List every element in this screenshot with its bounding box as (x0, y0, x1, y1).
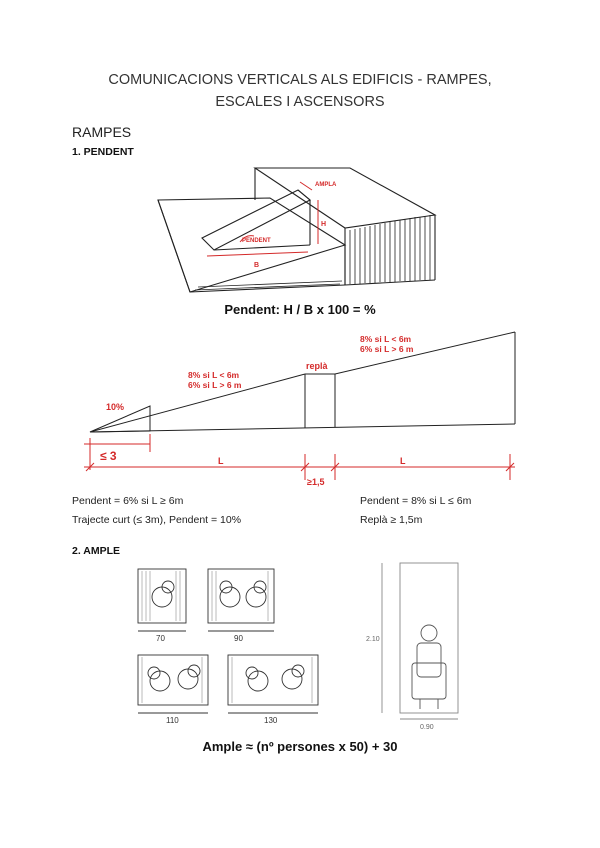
dim-landing: ≥1,5 (307, 477, 325, 487)
width-90: 90 (234, 634, 243, 643)
pendent-formula: Pendent: H / B x 100 = % (224, 302, 376, 317)
dim-short: ≤ 3 (100, 449, 117, 463)
short-slope-label: 10% (106, 402, 125, 412)
width-130: 130 (264, 716, 278, 725)
label-pendent: PENDENT (242, 238, 271, 244)
label-ample: AMPLA (315, 182, 337, 188)
top-slope-label-1: 8% si L < 6m (360, 334, 412, 344)
doc-title-line1: COMUNICACIONS VERTICALS ALS EDIFICIS - RAMPES, (108, 72, 492, 88)
label-b: B (254, 262, 260, 269)
note-right-1: Pendent = 8% si L ≤ 6m (360, 495, 472, 507)
width-090: 0.90 (420, 724, 434, 731)
subsection-ample: 2. AMPLE (72, 545, 121, 557)
ample-formula: Ample ≈ (nº persones x 50) + 30 (202, 739, 398, 754)
top-slope-label-2: 6% si L > 6 m (360, 344, 414, 354)
height-210: 2.10 (366, 636, 380, 643)
label-h: H (321, 221, 327, 228)
subsection-pendent: 1. PENDENT (72, 146, 134, 158)
note-left-2: Trajecte curt (≤ 3m), Pendent = 10% (72, 514, 242, 526)
note-right-2: Replà ≥ 1,5m (360, 514, 423, 526)
slope-profile-drawing (70, 322, 540, 494)
width-110: 110 (166, 716, 179, 725)
ramp-perspective-drawing (150, 160, 450, 300)
mid-slope-label-2: 6% si L > 6 m (188, 380, 242, 390)
doc-title-line2: ESCALES I ASCENSORS (215, 94, 385, 110)
mid-slope-label-1: 8% si L < 6m (188, 370, 240, 380)
ramp-width-drawing (130, 555, 480, 735)
dim-l1: L (218, 456, 224, 466)
section-heading: RAMPES (72, 124, 132, 140)
dim-l2: L (400, 456, 406, 466)
width-70: 70 (156, 634, 165, 643)
note-left-1: Pendent = 6% si L ≥ 6m (72, 495, 184, 507)
landing-label: replà (306, 361, 328, 371)
